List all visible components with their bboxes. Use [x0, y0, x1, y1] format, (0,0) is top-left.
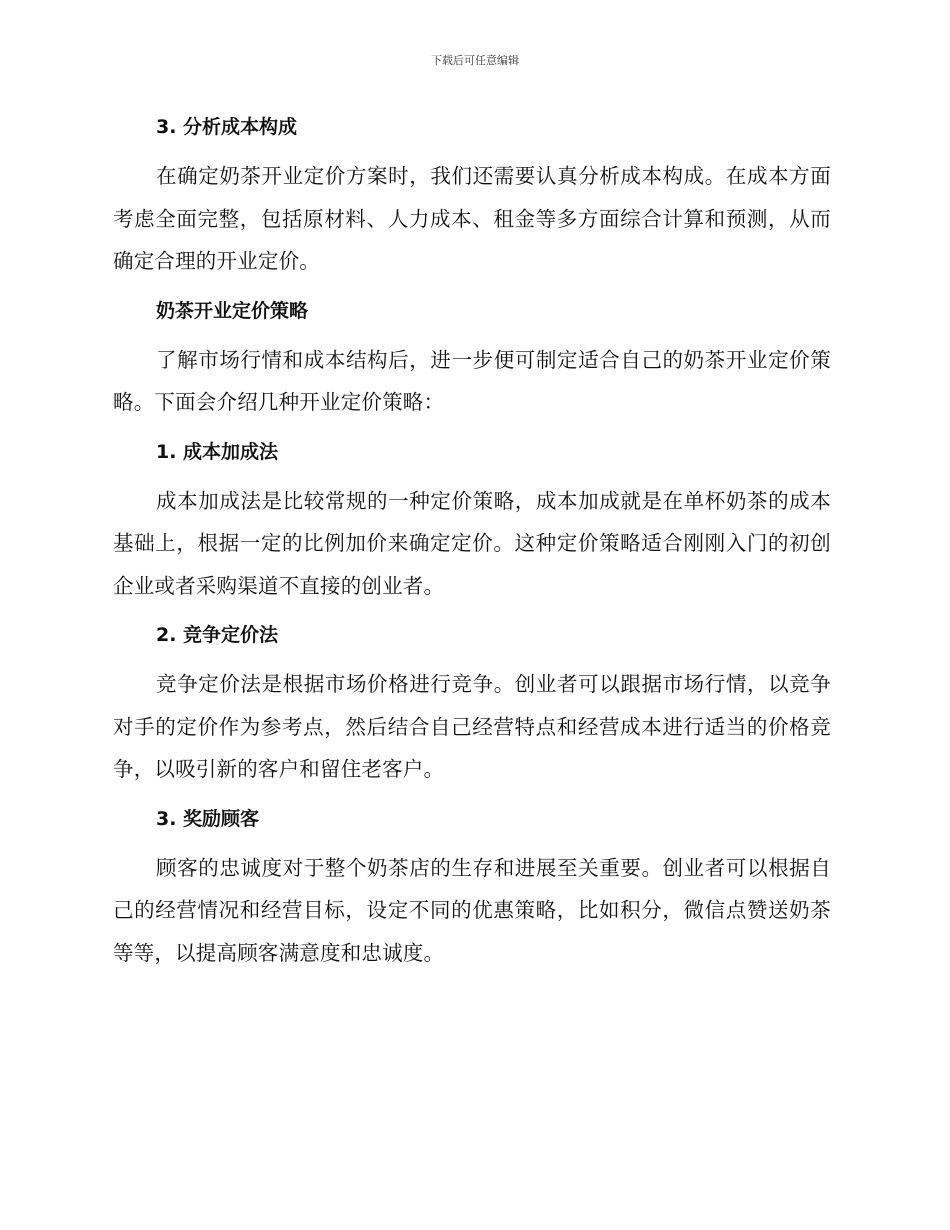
section-paragraph-competitive-pricing: 竞争定价法是根据市场价格进行竞争。创业者可以跟据市场行情，以竞争对手的定价作为参考点，然后结合自己经营特点和经营成本进行适当的价格竞争，以吸引新的客户和留住老客户。: [113, 672, 831, 781]
section-heading-competitive-pricing: 2. 竞争定价法: [156, 624, 279, 646]
section-heading-pricing-strategy: 奶茶开业定价策略: [156, 299, 309, 322]
section-paragraph-cost-analysis: 在确定奶茶开业定价方案时，我们还需要认真分析成本构成。在成本方面考虑全面完整，包括原材料、人力成本、租金等多方面综合计算和预测，从而确定合理的开业定价。: [113, 164, 831, 273]
section-heading-cost-plus: 1. 成本加成法: [156, 440, 279, 463]
document-body: [113, 112, 831, 974]
section-heading-cost-analysis: 3. 分析成本构成: [156, 116, 298, 138]
section-paragraph-cost-plus: 成本加成法是比较常规的一种定价策略，成本加成就是在单杯奶茶的成本基础上，根据一定的比例加价来确定定价。这种定价策略适合刚刚入门的初创企业或者采购渠道不直接的创业者。: [113, 488, 831, 598]
section-paragraph-reward-customers: 顾客的忠诚度对于整个奶茶店的生存和进展至关重要。创业者可以根据自己的经营情况和经营目标，设定不同的优惠策略，比如积分，微信点赞送奶茶等等，以提高顾客满意度和忠诚度。: [113, 855, 831, 965]
section-heading-reward-customers: 3. 奖励顾客: [156, 807, 260, 830]
page-header: 下载后可任意编辑: [431, 54, 519, 67]
section-paragraph-pricing-strategy: 了解市场行情和成本结构后，进一步便可制定适合自己的奶茶开业定价策略。下面会介绍几种开业定价策略：: [113, 347, 831, 414]
